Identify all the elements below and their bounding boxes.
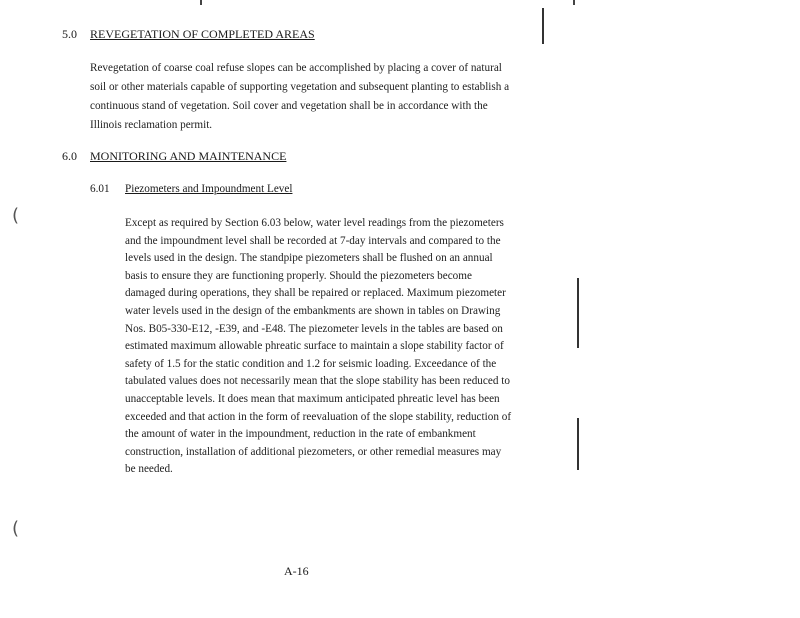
page-number: A-16 — [284, 564, 309, 578]
paragraph-line: Revegetation of coarse coal refuse slopes can be accomplished by placing a cover of natural — [90, 62, 502, 74]
paragraph-line: construction, installation of additional piezometers, or other remedial measures may — [125, 445, 502, 458]
section-6-title: MONITORING AND MAINTENANCE — [90, 149, 287, 163]
paragraph-line: tabulated values does not necessarily mean that the slope stability has been reduced to — [125, 375, 510, 388]
paragraph-line: and the impoundment level shall be recorded at 7-day intervals and compared to the — [125, 234, 501, 247]
paragraph-line: estimated maximum allowable phreatic surface to maintain a slope stability factor of — [125, 340, 504, 353]
paragraph-line: water levels used in the design of the embankments are shown in tables on Drawing — [125, 305, 501, 317]
revision-bar-lower — [577, 418, 579, 470]
section-5-title: REVEGETATION OF COMPLETED AREAS — [90, 27, 315, 41]
paragraph-line: continuous stand of vegetation. Soil cover and vegetation shall be in accordance with the — [90, 100, 488, 112]
binder-hole-mark-upper: ( — [12, 205, 20, 226]
paragraph-line: be needed. — [125, 463, 173, 476]
paragraph-line: exceeded and that action in the form of reevaluation of the slope stability, reduction of — [125, 410, 512, 423]
revision-bar-middle — [577, 278, 579, 348]
paragraph-line: Illinois reclamation permit. — [90, 119, 213, 131]
binder-hole-mark-lower: ( — [12, 518, 20, 539]
section-601-title: Piezometers and Impoundment Level — [125, 183, 293, 195]
paragraph-line: soil or other materials capable of supporting vegetation and subsequent planting to establish a — [90, 81, 510, 93]
paragraph-line: the amount of water in the impoundment, reduction in the rate of embankment — [125, 428, 476, 441]
paragraph-line: unacceptable levels. It does mean that maximum anticipated phreatic level has been — [125, 393, 500, 405]
paragraph-line: safety of 1.5 for the static condition and 1.2 for seismic loading. Exceedance of the — [125, 357, 497, 370]
paragraph-line: damaged during operations, they shall be repaired or replaced. Maximum piezometer — [125, 287, 506, 300]
paragraph-line: Nos. B05-330-E12, -E39, and -E48. The piezometer levels in the tables are based on — [125, 322, 503, 335]
paragraph-line: Except as required by Section 6.03 below, water level readings from the piezometers — [125, 217, 504, 229]
paragraph-line: basis to ensure they are functioning properly. Should the piezometers become — [125, 269, 472, 282]
scan-mark-top-left — [200, 0, 202, 5]
revision-bar-top — [542, 8, 544, 44]
paragraph-line: levels used in the design. The standpipe piezometers shall be flushed on an annual — [125, 252, 493, 265]
section-5-number: 5.0 — [62, 27, 77, 41]
section-601-number: 6.01 — [90, 183, 110, 195]
scan-mark-top-right — [573, 0, 575, 5]
section-6-number: 6.0 — [62, 149, 77, 163]
